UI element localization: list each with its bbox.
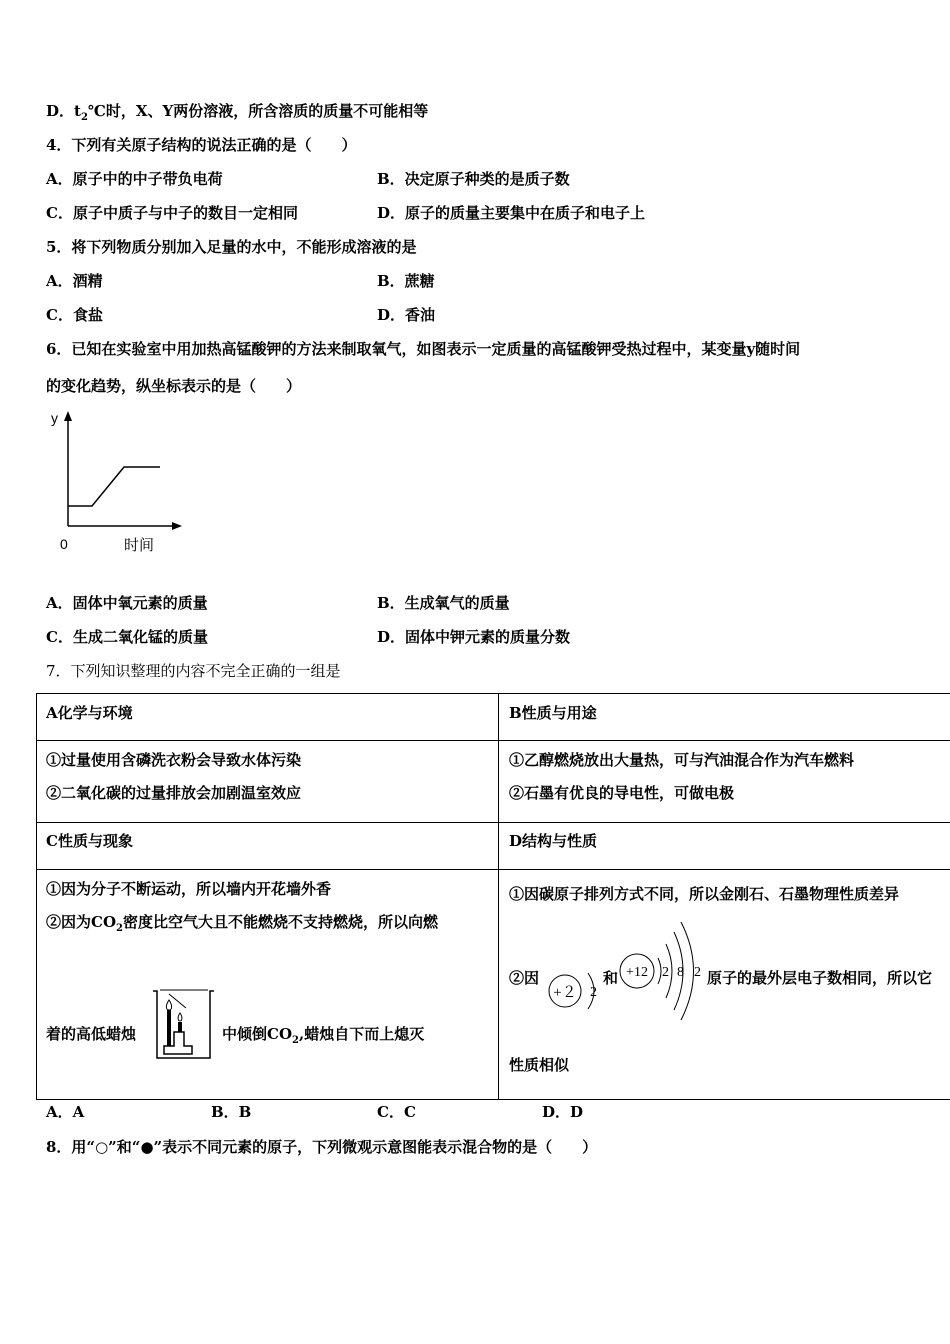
table-border-top <box>36 693 950 694</box>
q3-option-d <box>46 101 428 128</box>
x-axis-label: 时间 <box>124 536 155 554</box>
cell-c-item2 <box>46 912 438 939</box>
q6-option-b: B．生成氧气的质量 <box>377 594 510 612</box>
option-text: ℃时，X、Y两份溶液，所含溶质的质量不可能相等 <box>87 102 429 120</box>
shell-electrons: 2 <box>590 985 597 1000</box>
q8-stem <box>46 1137 597 1157</box>
magnesium-atom-diagram <box>618 920 708 1020</box>
q6-graph <box>48 405 188 555</box>
cell-b-title: B性质与用途 <box>509 704 597 722</box>
option-label: D． <box>46 102 75 120</box>
cell-c-item1: ①因为分子不断运动，所以墙内开花墙外香 <box>46 880 332 898</box>
cell-d-item1: ①因碳原子排列方式不同，所以金刚石、石墨物理性质差异 <box>509 885 900 903</box>
subscript: 2 <box>116 923 123 934</box>
text: ,蜡烛自下而上熄灭 <box>298 1025 425 1043</box>
shell-electrons: 2 <box>694 965 701 980</box>
cell-d-item2-pre: ②因 <box>509 969 540 987</box>
q4-option-d: D．原子的质量主要集中在质子和电子上 <box>377 204 646 222</box>
q7-option-b: B．B <box>211 1103 252 1121</box>
q6-option-d: D．固体中钾元素的质量分数 <box>377 628 571 646</box>
nucleus-charge: +12 <box>626 965 648 980</box>
black-atom-icon: ● <box>140 1138 154 1156</box>
cell-c-item3-post <box>222 1024 424 1051</box>
q5-option-b: B．蔗糖 <box>377 272 435 290</box>
q7-option-d: D．D <box>542 1103 584 1121</box>
white-atom-icon: ○ <box>95 1138 109 1156</box>
temperature-symbol: t <box>74 102 81 120</box>
beaker-candles-icon <box>150 988 220 1062</box>
table-divider <box>36 740 950 741</box>
origin-label: 0 <box>60 536 68 552</box>
q4-option-a: A．原子中的中子带负电荷 <box>46 170 223 188</box>
q7-option-a: A．A <box>46 1103 85 1121</box>
cell-a-title: A化学与环境 <box>46 704 133 722</box>
text: 中倾倒CO <box>222 1025 293 1043</box>
y-axis-label: y <box>51 410 58 426</box>
q5-stem: 5．将下列物质分别加入足量的水中，不能形成溶液的是 <box>46 238 417 256</box>
table-divider <box>36 869 950 870</box>
table-column-divider <box>498 693 499 1100</box>
text: ”和“ <box>108 1138 141 1156</box>
text: ”表示不同元素的原子，下列微观示意图能表示混合物的是（ ） <box>153 1138 598 1156</box>
text: ②因为CO <box>46 913 117 931</box>
cell-d-item2-post: 原子的最外层电子数相同，所以它 <box>707 969 933 987</box>
cell-a-item1: ①过量使用含磷洗衣粉会导致水体污染 <box>46 751 302 769</box>
q4-option-c: C．原子中质子与中子的数目一定相同 <box>46 204 298 222</box>
q5-option-d: D．香油 <box>377 306 436 324</box>
table-border-bottom <box>36 1099 950 1100</box>
q6-stem-line1: 6．已知在实验室中用加热高锰酸钾的方法来制取氧气，如图表示一定质量的高锰酸钾受热过程中，某变量y随时间 <box>46 340 801 358</box>
shell-electrons: 2 <box>662 965 669 980</box>
shell-electrons: 8 <box>677 965 684 980</box>
cell-d-item2-and: 和 <box>603 969 619 987</box>
text: 密度比空气大且不能燃烧不支持燃烧，所以向燃 <box>122 913 438 931</box>
cell-d-title: D结构与性质 <box>509 832 598 850</box>
table-divider <box>36 822 950 823</box>
q6-option-a: A．固体中氧元素的质量 <box>46 594 208 612</box>
cell-c-item3-pre: 着的高低蜡烛 <box>46 1025 137 1043</box>
q4-stem: 4．下列有关原子结构的说法正确的是（ ） <box>46 136 357 154</box>
temperature-subscript: 2 <box>80 112 88 123</box>
subscript: 2 <box>292 1035 299 1046</box>
q5-option-c: C．食盐 <box>46 306 103 324</box>
x-axis-arrow <box>172 522 182 530</box>
q4-option-b: B．决定原子种类的是质子数 <box>377 170 570 188</box>
q7-option-c: C．C <box>377 1103 416 1121</box>
nucleus-charge: +２ <box>553 985 577 1001</box>
q6-stem-line2: 的变化趋势，纵坐标表示的是（ ） <box>46 377 302 395</box>
trend-line <box>68 467 160 506</box>
cell-b-item2: ②石墨有优良的导电性，可做电极 <box>509 784 735 802</box>
table-border-left <box>36 693 37 1100</box>
q7-stem: 7．下列知识整理的内容不完全正确的一组是 <box>46 662 341 680</box>
q5-option-a: A．酒精 <box>46 272 103 290</box>
cell-a-item2: ②二氧化碳的过量排放会加剧温室效应 <box>46 784 302 802</box>
y-axis-arrow <box>64 411 72 421</box>
q6-option-c: C．生成二氧化锰的质量 <box>46 628 208 646</box>
cell-d-item3: 性质相似 <box>509 1056 570 1074</box>
cell-c-title: C性质与现象 <box>46 832 133 850</box>
cell-b-item1: ①乙醇燃烧放出大量热，可与汽油混合作为汽车燃料 <box>509 751 855 769</box>
helium-atom-diagram <box>548 963 608 1013</box>
text: 8．用“ <box>46 1138 96 1156</box>
